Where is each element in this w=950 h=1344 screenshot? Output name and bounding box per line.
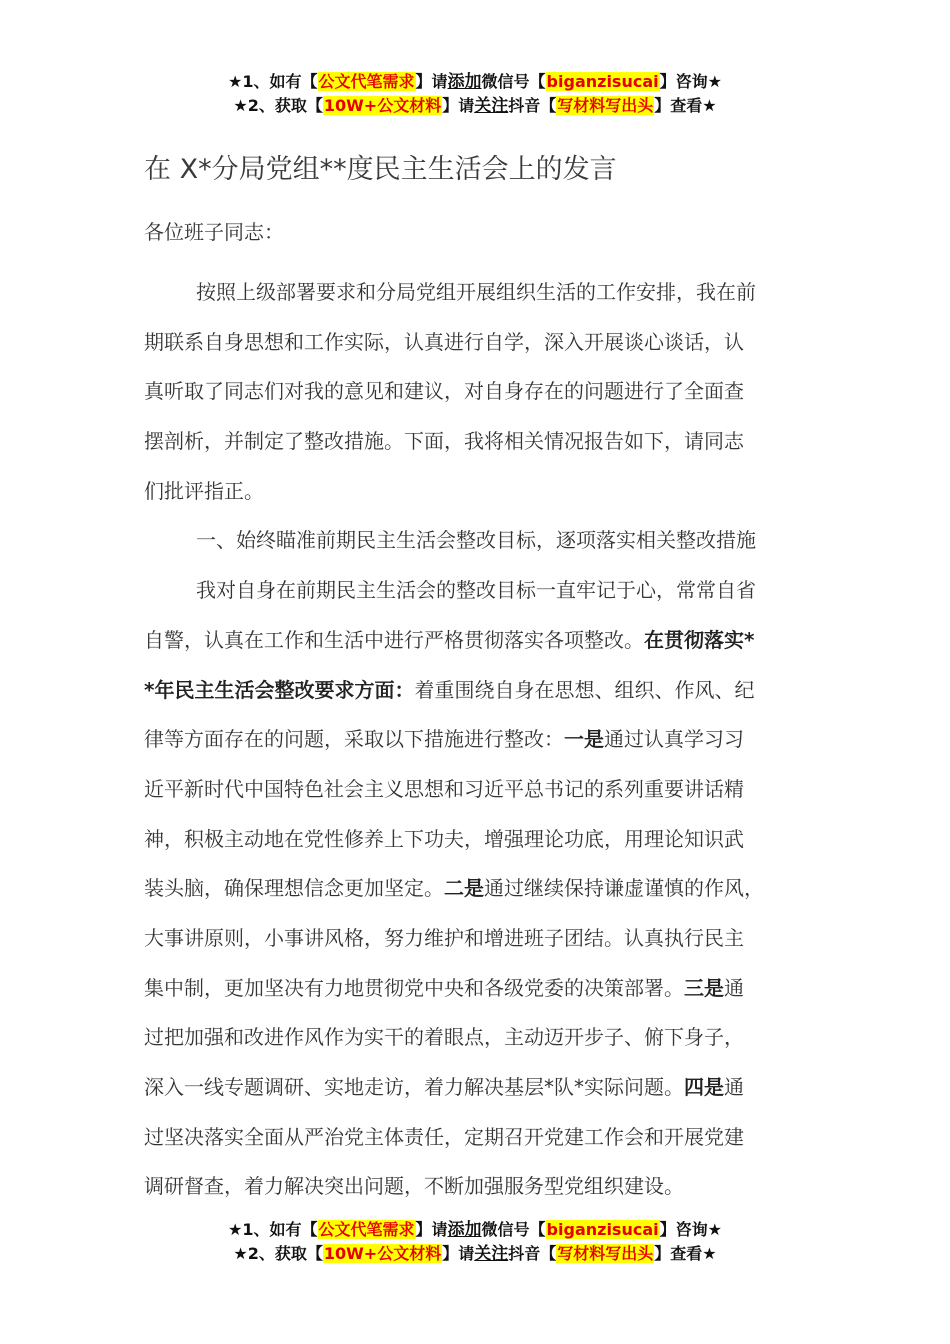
banner-wechat-id: biganzisucai [546, 1220, 659, 1239]
body-line [144, 715, 824, 765]
banner-text: 抖音【 [508, 1244, 557, 1263]
banner-highlight: 10W+公文材料 [323, 96, 442, 115]
body-line [144, 964, 824, 1014]
body-text: 通 [724, 1075, 744, 1099]
top-banner [0, 70, 950, 118]
body-text: 集中制，更加坚决有力地贯彻党中央和各级党委的决策部署。 [144, 975, 684, 1000]
banner-text: ★1、如有【 [228, 72, 318, 91]
salutation: 各位班子同志： [144, 220, 284, 244]
banner-text: 】请 [415, 72, 448, 91]
banner-text: ★2、获取【 [233, 1244, 323, 1263]
banner-emphasis: 关注 [474, 1244, 509, 1264]
banner-text: ★1、如有【 [228, 1220, 318, 1239]
banner-text: 微信号【 [481, 72, 546, 91]
document-title: 在 X*分局党组**度民主生活会上的发言 [144, 154, 617, 185]
banner-text: 】查看★ [654, 96, 717, 115]
body-line: 我对自身在前期民主生活会的整改目标一直牢记于心，常常自省 [196, 578, 756, 603]
banner-text: 】请 [415, 1220, 448, 1239]
banner-text: ★2、获取【 [233, 96, 323, 115]
body-line: 期联系自身思想和工作实际，认真进行自学，深入开展谈心谈话，认 [144, 329, 744, 354]
banner-douyin-id: 写材料写出头 [557, 96, 654, 115]
banner-text: 】请 [442, 96, 475, 115]
bold-text: *年民主生活会整改要求方面： [144, 677, 415, 702]
body-line: 过坚决落实全面从严治党主体责任，定期召开党建工作会和开展党建 [144, 1124, 744, 1149]
banner-line-2 [0, 94, 950, 118]
body-line [144, 666, 824, 716]
body-line: 按照上级部署要求和分局党组开展组织生活的工作安排，我在前 [196, 280, 756, 304]
body-text: 着重围绕自身在思想、组织、作风、纪 [414, 677, 755, 702]
bold-marker: 一是 [564, 727, 604, 752]
body-line: 大事讲原则，小事讲风格，努力维护和增进班子团结。认真执行民主 [144, 925, 744, 950]
body-line: 调研督查，着力解决突出问题，不断加强服务型党组织建设。 [144, 1174, 684, 1199]
banner-highlight: 公文代笔需求 [318, 1220, 415, 1239]
banner-emphasis: 添加 [447, 72, 482, 92]
body-line: 神，积极主动地在党性修养上下功夫，增强理论功底，用理论知识武 [144, 826, 744, 851]
banner-line-1 [0, 1218, 950, 1242]
body-text: 通过认真学习习 [604, 727, 744, 752]
document-body [144, 268, 824, 1212]
body-text: 通 [724, 975, 744, 1000]
body-line: 们批评指正。 [144, 478, 264, 503]
banner-wechat-id: biganzisucai [546, 72, 659, 91]
body-line: 近平新时代中国特色社会主义思想和习近平总书记的系列重要讲话精 [144, 776, 744, 801]
body-text: 通过继续保持谦虚谨慎的作风， [484, 876, 764, 901]
body-text: 装头脑，确保理想信念更加坚定。 [144, 876, 444, 901]
banner-text: 抖音【 [508, 96, 557, 115]
bold-marker: 三是 [684, 975, 724, 1000]
banner-highlight: 公文代笔需求 [318, 72, 415, 91]
banner-text: 微信号【 [481, 1220, 546, 1239]
body-line: 真听取了同志们对我的意见和建议，对自身存在的问题进行了全面查 [144, 379, 744, 404]
section-heading: 一、始终瞄准前期民主生活会整改目标，逐项落实相关整改措施 [196, 528, 756, 553]
banner-douyin-id: 写材料写出头 [557, 1244, 654, 1263]
banner-text: 】咨询★ [659, 72, 722, 91]
bold-marker: 二是 [444, 876, 484, 901]
body-line: 摆剖析，并制定了整改措施。下面，我将相关情况报告如下，请同志 [144, 429, 744, 454]
banner-emphasis: 添加 [447, 1220, 482, 1240]
banner-text: 】咨询★ [659, 1220, 722, 1239]
bold-text: 在贯彻落实* [644, 627, 755, 652]
body-line [144, 864, 824, 914]
body-line [144, 616, 824, 666]
banner-highlight: 10W+公文材料 [323, 1244, 442, 1263]
banner-text: 】查看★ [654, 1244, 717, 1263]
bottom-banner [0, 1218, 950, 1266]
banner-line-2 [0, 1242, 950, 1266]
bold-marker: 四是 [684, 1075, 724, 1099]
body-text: 自警，认真在工作和生活中进行严格贯彻落实各项整改。 [144, 627, 644, 652]
banner-text: 】请 [442, 1244, 475, 1263]
body-text: 律等方面存在的问题，采取以下措施进行整改： [144, 727, 564, 752]
body-text: 深入一线专题调研、实地走访，着力解决基层*队*实际问题。 [144, 1075, 684, 1099]
body-line: 过把加强和改进作风作为实干的着眼点，主动迈开步子、俯下身子， [144, 1025, 744, 1050]
body-line [144, 1063, 824, 1113]
banner-line-1 [0, 70, 950, 94]
banner-emphasis: 关注 [474, 96, 509, 116]
